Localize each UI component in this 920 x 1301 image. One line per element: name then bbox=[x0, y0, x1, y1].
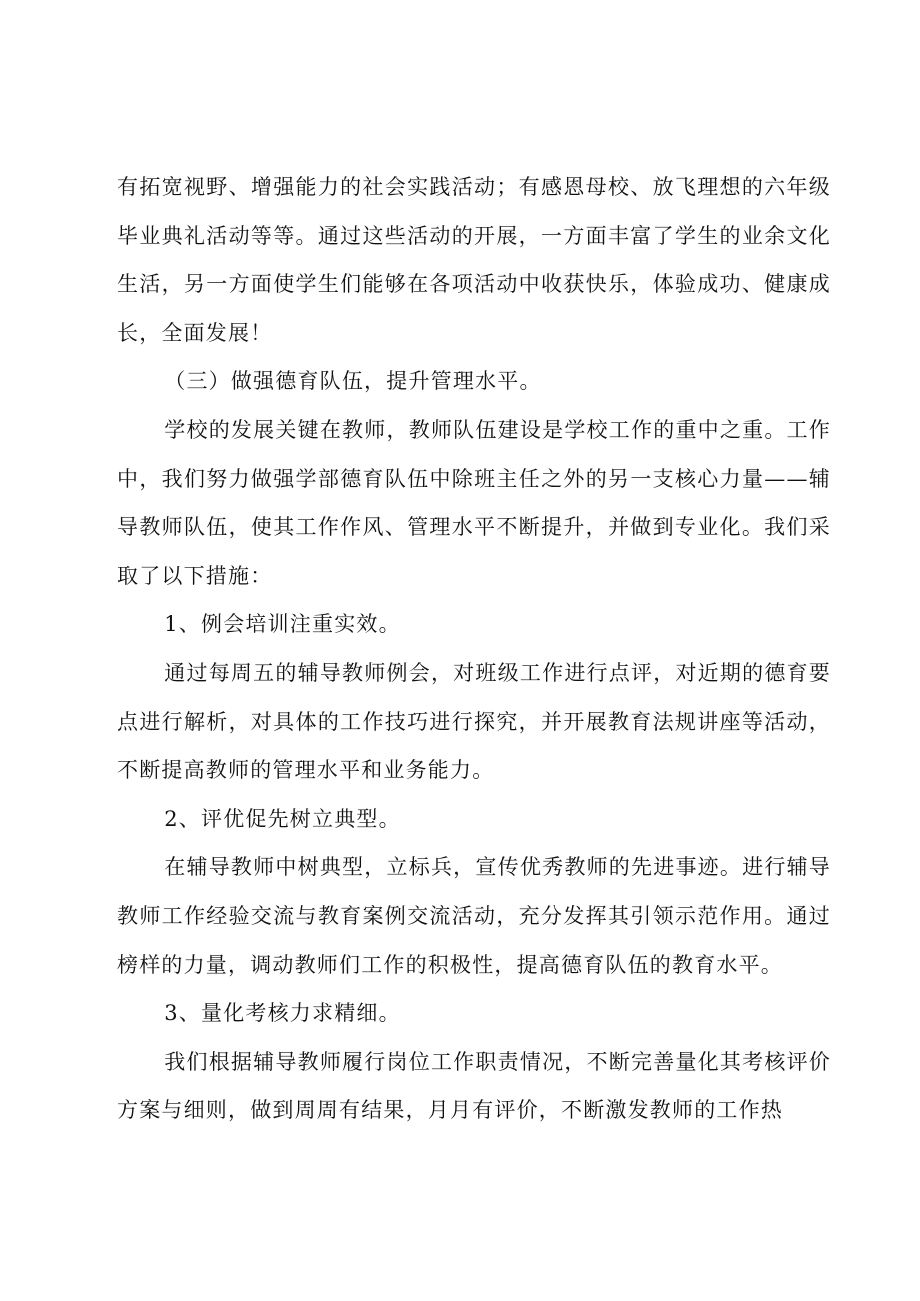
document-body bbox=[117, 163, 831, 1135]
paragraph-continuation: 有拓宽视野、增强能力的社会实践活动；有感恩母校、放飞理想的六年级毕业典礼活动等等。通过这些活动的开展，一方面丰富了学生的业余文化生活，另一方面使学生们能够在各项活动中收获快乐，体验成功、健康成长，全面发展！ bbox=[117, 175, 831, 345]
paragraph-role-models: 在辅导教师中树典型，立标兵，宣传优秀教师的先进事迹。进行辅导教师工作经验交流与教育案例交流活动，充分发挥其引领示范作用。通过榜样的力量，调动教师们工作的积极性，提高德育队伍的教育水平。 bbox=[117, 855, 831, 977]
sub-heading-2: 2、评优促先树立典型。 bbox=[164, 806, 401, 831]
sub-heading-3: 3、量化考核力求精细。 bbox=[164, 1001, 401, 1026]
section-heading-3: （三）做强德育队伍，提升管理水平。 bbox=[164, 369, 542, 394]
sub-heading-1: 1、例会培训注重实效。 bbox=[164, 612, 401, 637]
paragraph-teacher-team: 学校的发展关键在教师，教师队伍建设是学校工作的重中之重。工作中，我们努力做强学部德育队伍中除班主任之外的另一支核心力量——辅导教师队伍，使其工作作风、管理水平不断提升，并做到专业化。我们采取了以下措施： bbox=[117, 417, 831, 588]
paragraph-weekly-meeting: 通过每周五的辅导教师例会，对班级工作进行点评，对近期的德育要点进行解析，对具体的工作技巧进行探究，并开展教育法规讲座等活动，不断提高教师的管理水平和业务能力。 bbox=[117, 660, 831, 783]
paragraph-assessment: 我们根据辅导教师履行岗位工作职责情况，不断完善量化其考核评价方案与细则，做到周周有结果，月月有评价，不断激发教师的工作热 bbox=[117, 1049, 831, 1123]
